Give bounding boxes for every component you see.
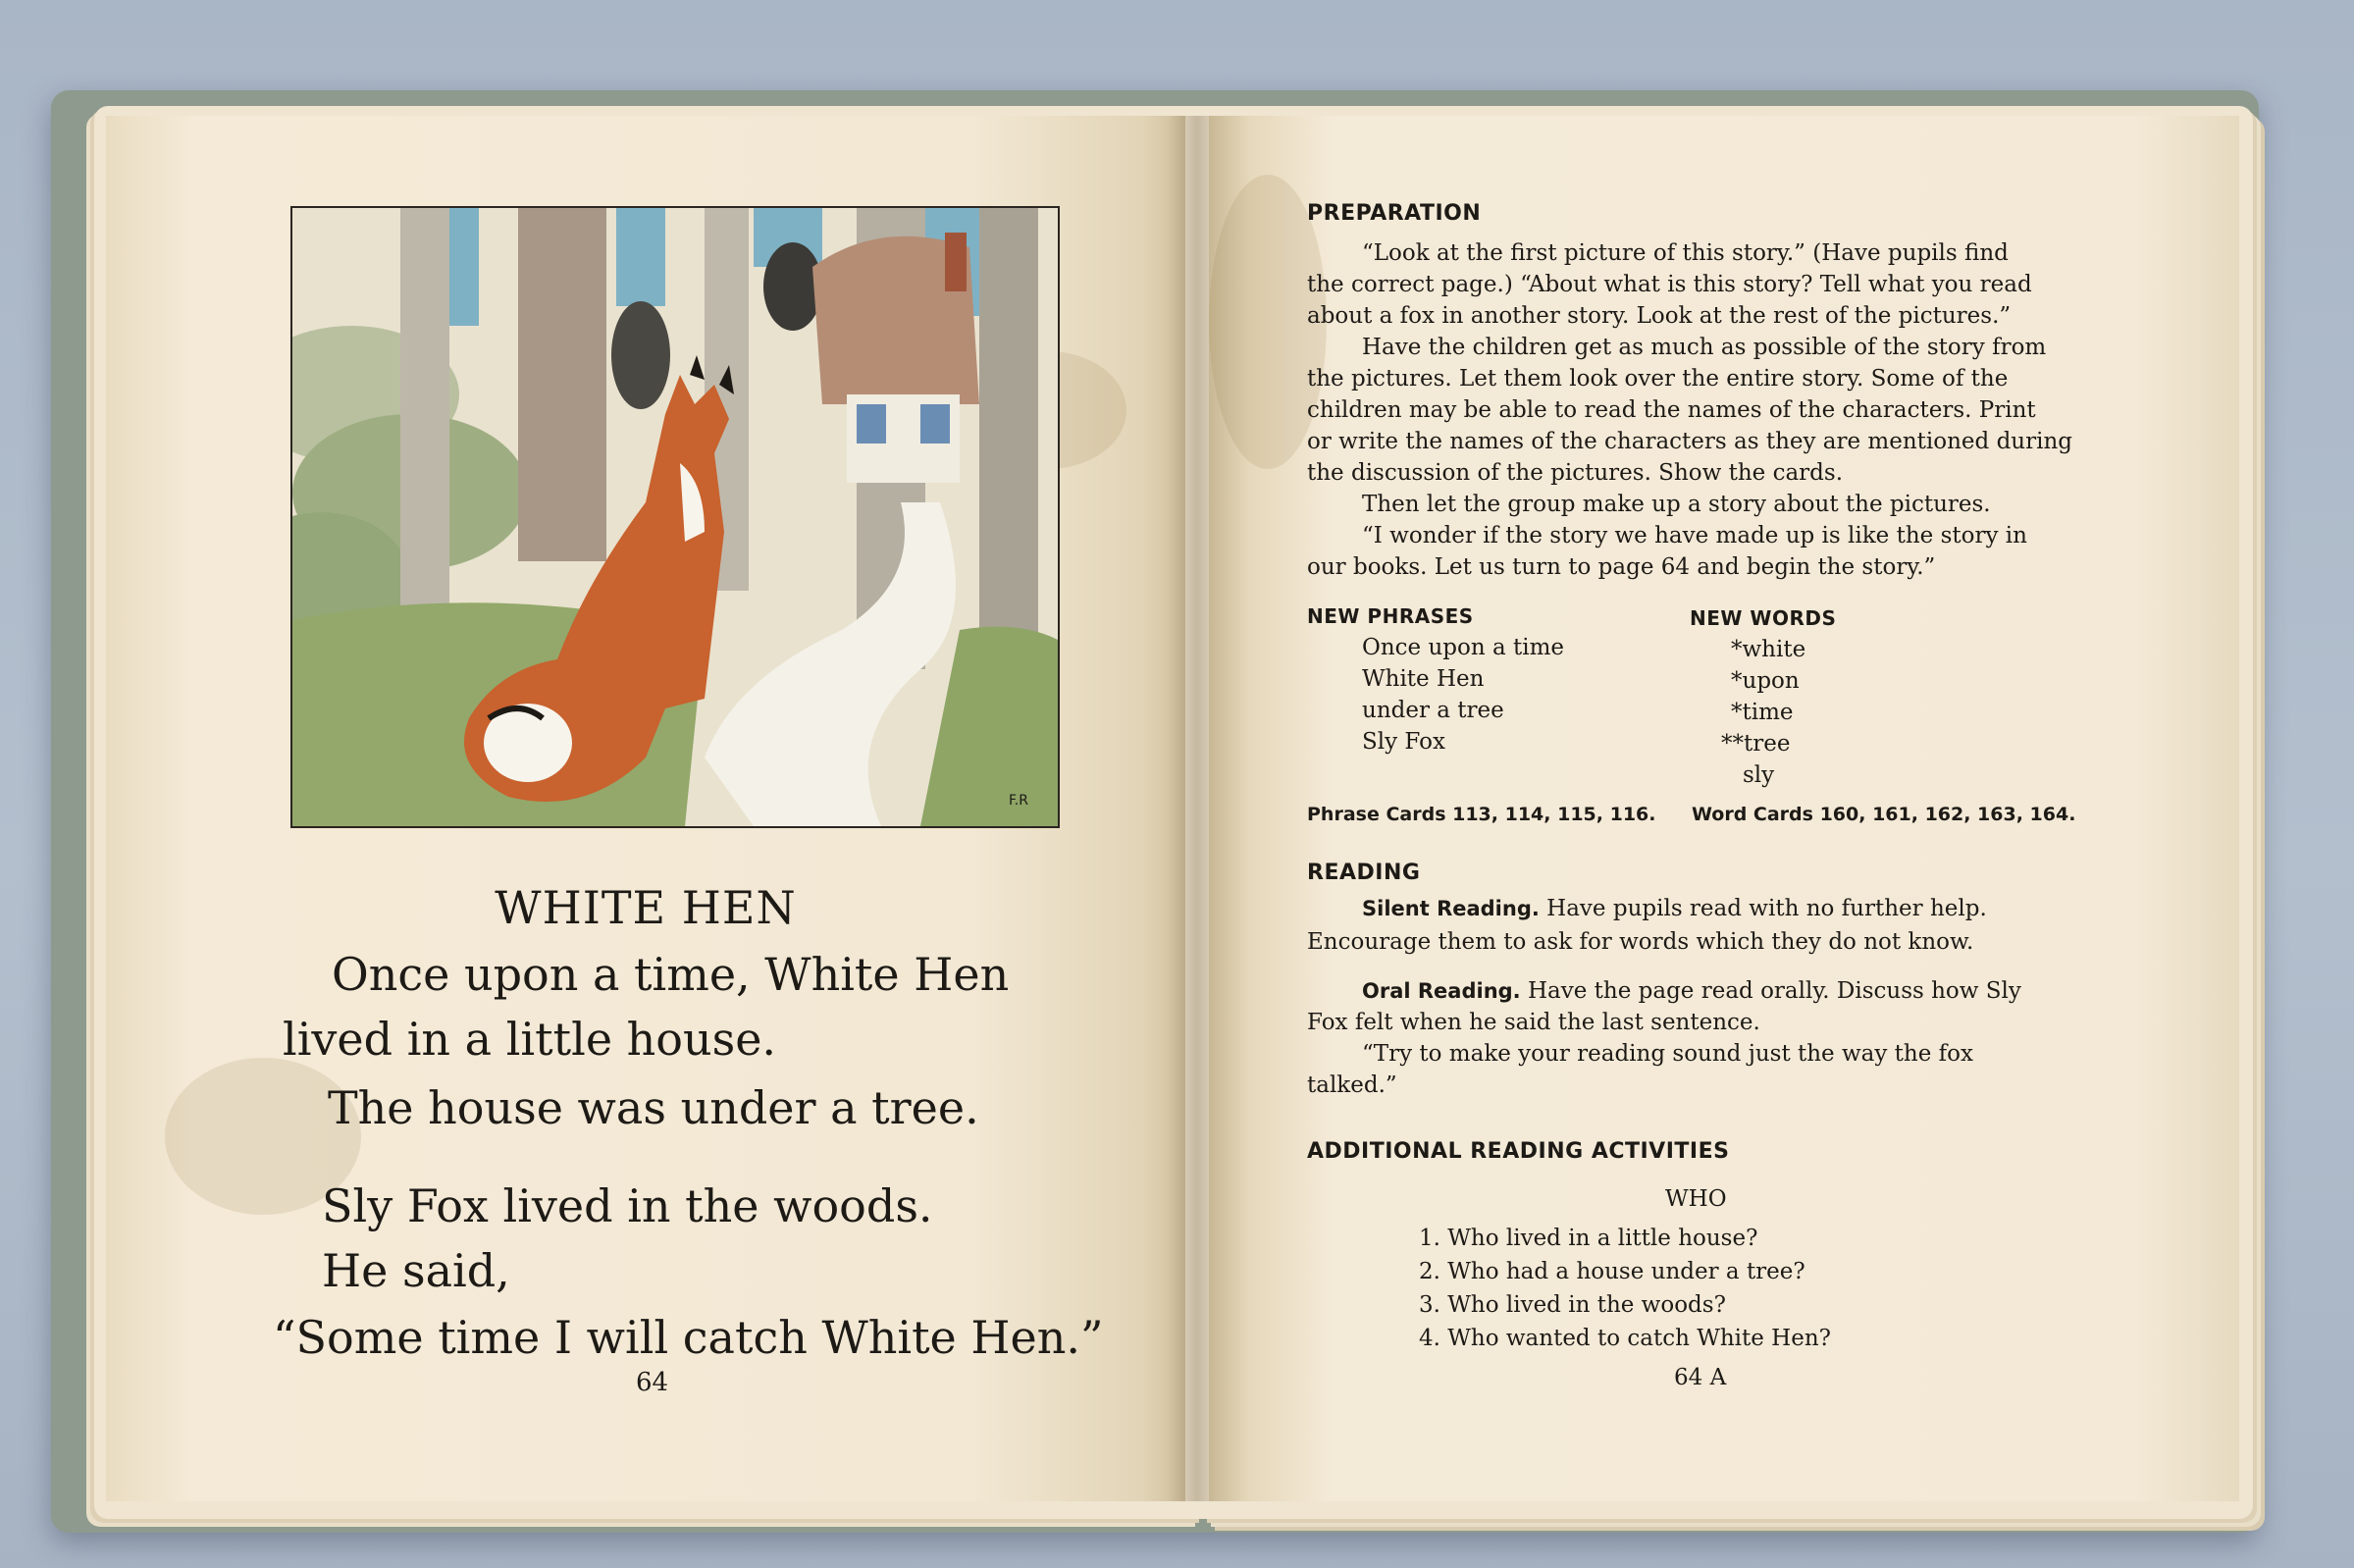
question: 1. Who lived in a little house? [1419, 1226, 1758, 1251]
page-number: 64 [636, 1368, 669, 1397]
preparation-line: the pictures. Let them look over the entire story. Some of the [1307, 366, 2009, 392]
phrase-cards: Phrase Cards 113, 114, 115, 116. [1307, 804, 1656, 825]
new-phrase: Once upon a time [1362, 635, 1565, 660]
left-page [106, 116, 1185, 1501]
silent-reading-text: Have pupils read with no further help. [1546, 896, 1987, 921]
question: 2. Who had a house under a tree? [1419, 1259, 1805, 1284]
preparation-line: Then let the group make up a story about the pictures. [1362, 492, 1991, 517]
new-word: *upon [1731, 668, 1800, 694]
new-word: *time [1731, 700, 1794, 725]
page-number: 64 A [1674, 1365, 1727, 1390]
new-word: *white [1731, 637, 1806, 662]
preparation-line: about a fox in another story. Look at the rest of the pictures.” [1307, 303, 2012, 329]
story-line: lived in a little house. [283, 1013, 777, 1066]
story-line: Once upon a time, White Hen [332, 948, 1010, 1001]
new-words-heading: NEW WORDS [1690, 606, 1837, 630]
new-phrase: White Hen [1362, 666, 1485, 692]
preparation-line: or write the names of the characters as they are mentioned during [1307, 429, 2072, 454]
question: 4. Who wanted to catch White Hen? [1419, 1326, 1831, 1351]
silent-reading-label: Silent Reading. [1362, 897, 1540, 920]
preparation-line: children may be able to read the names of the characters. Print [1307, 397, 2036, 423]
silent-reading-line [1362, 893, 1987, 924]
oral-reading-line: Fox felt when he said the last sentence. [1307, 1010, 1760, 1035]
preparation-heading: PREPARATION [1307, 201, 1482, 226]
story-title: WHITE HEN [495, 881, 797, 934]
new-word: sly [1743, 762, 1775, 788]
preparation-line: the discussion of the pictures. Show the cards. [1307, 460, 1844, 486]
oral-reading-line [1362, 975, 2021, 1007]
story-line: “Some time I will catch White Hen.” [273, 1311, 1104, 1364]
story-line: He said, [322, 1244, 510, 1297]
oral-reading-line: “Try to make your reading sound just the way the fox [1362, 1041, 1973, 1067]
illustration-signature: F.R [1009, 793, 1028, 809]
fox-illustration [290, 206, 1060, 828]
right-page [1209, 116, 2239, 1501]
additional-activities-heading: ADDITIONAL READING ACTIVITIES [1307, 1139, 1730, 1164]
preparation-line: the correct page.) “About what is this story? Tell what you read [1307, 272, 2032, 297]
silent-reading-line: Encourage them to ask for words which they do not know. [1307, 929, 1974, 955]
oral-reading-text: Have the page read orally. Discuss how Sly [1527, 978, 2021, 1004]
preparation-line: “I wonder if the story we have made up is like the story in [1362, 523, 2027, 549]
question: 3. Who lived in the woods? [1419, 1292, 1726, 1318]
story-line: Sly Fox lived in the woods. [322, 1179, 933, 1232]
oral-reading-line: talked.” [1307, 1072, 1397, 1098]
reading-heading: READING [1307, 861, 1421, 885]
word-cards: Word Cards 160, 161, 162, 163, 164. [1692, 804, 2076, 825]
new-phrase: Sly Fox [1362, 729, 1445, 755]
oral-reading-label: Oral Reading. [1362, 979, 1521, 1003]
preparation-line: Have the children get as much as possible of the story from [1362, 335, 2047, 360]
new-phrase: under a tree [1362, 698, 1504, 723]
story-line: The house was under a tree. [328, 1081, 979, 1134]
preparation-line: “Look at the first picture of this story.” (Have pupils find [1362, 240, 2009, 266]
preparation-line: our books. Let us turn to page 64 and begin the story.” [1307, 554, 1936, 580]
new-phrases-heading: NEW PHRASES [1307, 604, 1474, 628]
new-word: **tree [1721, 731, 1791, 757]
who-heading: WHO [1665, 1186, 1727, 1212]
